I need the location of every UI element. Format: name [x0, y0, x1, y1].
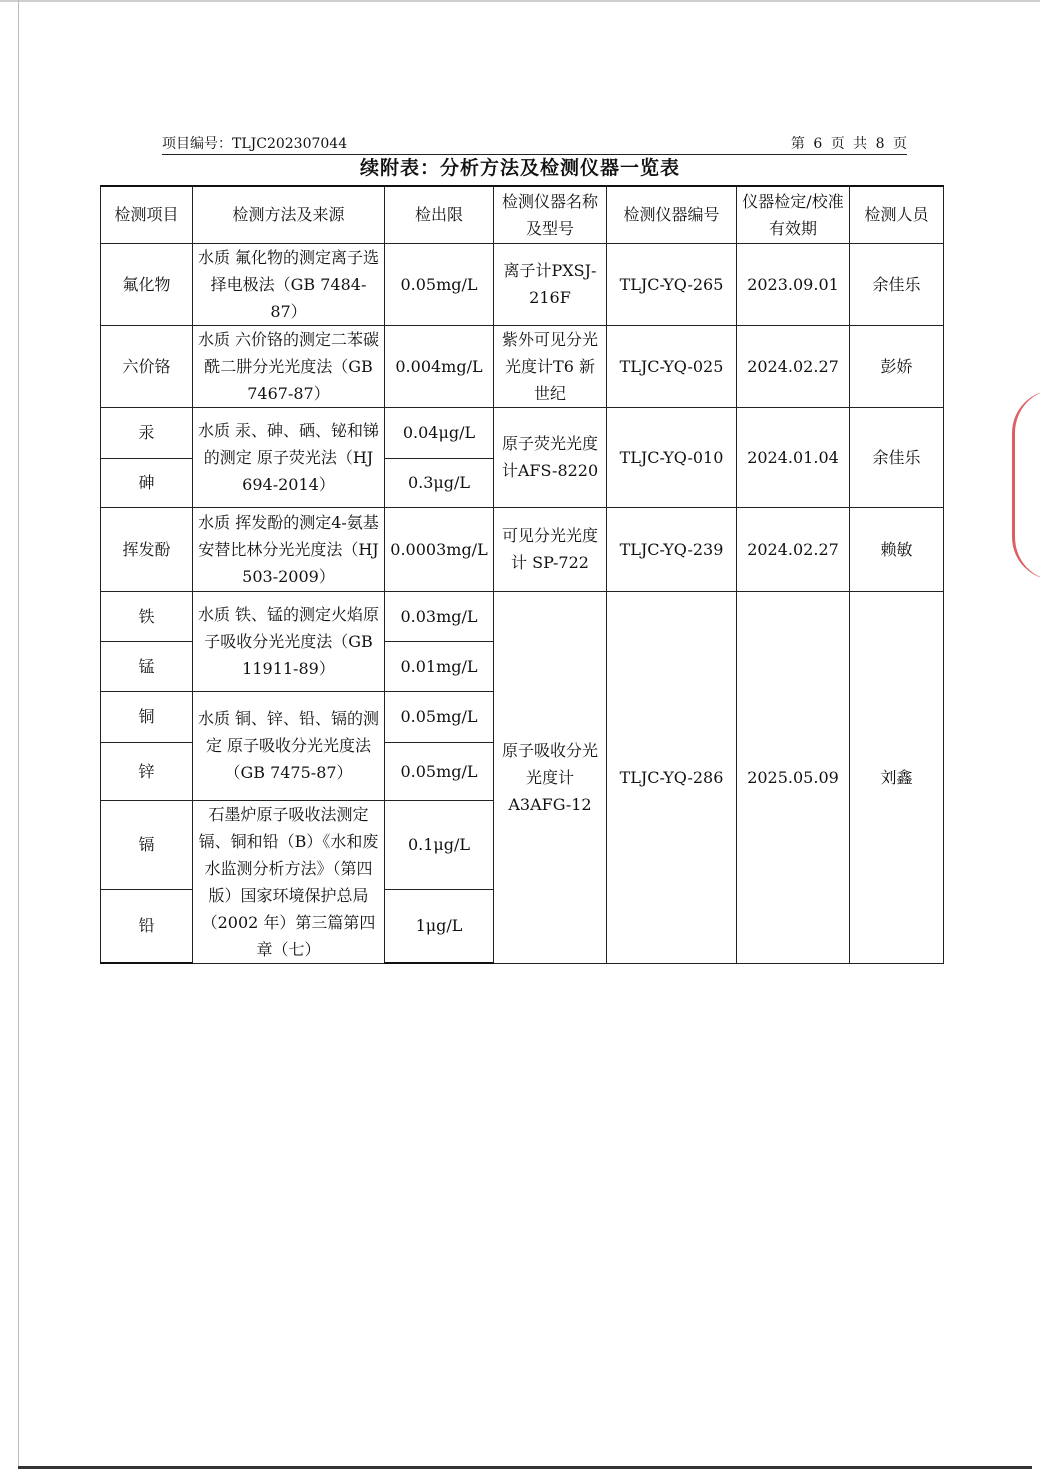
project-number: 项目编号：TLJC202307044 [162, 136, 348, 152]
page-header [162, 130, 907, 155]
instrument-no-cell: TLJC-YQ-010 [607, 407, 737, 507]
item-cell: 铁 [101, 591, 193, 641]
limit-cell: 0.004mg/L [385, 325, 494, 407]
method-cell: 水质 汞、砷、硒、铋和锑的测定 原子荧光法（HJ 694-2014） [193, 407, 385, 507]
limit-cell: 1μg/L [385, 889, 494, 963]
table-row [101, 325, 944, 407]
page-left-edge [18, 0, 19, 1468]
item-cell: 氟化物 [101, 243, 193, 325]
limit-cell: 0.0003mg/L [385, 507, 494, 591]
instrument-cell: 原子吸收分光光度计A3AFG-12 [494, 591, 607, 963]
instrument-cell: 紫外可见分光光度计T6 新世纪 [494, 325, 607, 407]
person-cell: 余佳乐 [850, 407, 944, 507]
valid-cell: 2023.09.01 [737, 243, 850, 325]
table-row [101, 591, 944, 641]
limit-cell: 0.04μg/L [385, 407, 494, 458]
header-instrument-no: 检测仪器编号 [607, 186, 737, 243]
limit-cell: 0.1μg/L [385, 800, 494, 889]
header-valid: 仪器检定/校准有效期 [737, 186, 850, 243]
valid-cell: 2024.02.27 [737, 507, 850, 591]
method-cell: 水质 铜、锌、铅、镉的测定 原子吸收分光光度法（GB 7475-87） [193, 691, 385, 800]
instrument-no-cell: TLJC-YQ-025 [607, 325, 737, 407]
instrument-no-cell: TLJC-YQ-239 [607, 507, 737, 591]
item-cell: 铅 [101, 889, 193, 963]
page-number: 第 6 页 共 8 页 [790, 136, 907, 152]
method-cell: 水质 铁、锰的测定火焰原子吸收分光光度法（GB 11911-89） [193, 591, 385, 691]
page-top-edge [0, 0, 1040, 2]
person-cell: 彭娇 [850, 325, 944, 407]
table-row [101, 407, 944, 458]
method-cell: 石墨炉原子吸收法测定镉、铜和铅（B）《水和废水监测分析方法》（第四版）国家环境保护总局（2002 年）第三篇第四章（七） [193, 800, 385, 963]
instrument-cell: 原子荧光光度计AFS-8220 [494, 407, 607, 507]
valid-cell: 2024.01.04 [737, 407, 850, 507]
person-cell: 刘鑫 [850, 591, 944, 963]
header-limit: 检出限 [385, 186, 494, 243]
method-cell: 水质 氟化物的测定离子选择电极法（GB 7484-87） [193, 243, 385, 325]
table-title: 续附表：分析方法及检测仪器一览表 [359, 157, 680, 179]
header-person: 检测人员 [850, 186, 944, 243]
item-cell: 镉 [101, 800, 193, 889]
header-method: 检测方法及来源 [193, 186, 385, 243]
method-cell: 水质 挥发酚的测定4-氨基安替比林分光光度法（HJ 503-2009） [193, 507, 385, 591]
limit-cell: 0.05mg/L [385, 243, 494, 325]
valid-cell: 2025.05.09 [737, 591, 850, 963]
limit-cell: 0.05mg/L [385, 691, 494, 742]
item-cell: 锌 [101, 742, 193, 800]
header-instrument: 检测仪器名称及型号 [494, 186, 607, 243]
limit-cell: 0.3μg/L [385, 458, 494, 507]
limit-cell: 0.01mg/L [385, 641, 494, 691]
instrument-cell: 可见分光光度计 SP-722 [494, 507, 607, 591]
method-cell: 水质 六价铬的测定二苯碳酰二肼分光光度法（GB 7467-87） [193, 325, 385, 407]
instrument-cell: 离子计PXSJ-216F [494, 243, 607, 325]
table-row [101, 507, 944, 591]
instrument-no-cell: TLJC-YQ-265 [607, 243, 737, 325]
table-header-row [101, 186, 944, 243]
person-cell: 余佳乐 [850, 243, 944, 325]
item-cell: 汞 [101, 407, 193, 458]
person-cell: 赖敏 [850, 507, 944, 591]
limit-cell: 0.05mg/L [385, 742, 494, 800]
instrument-no-cell: TLJC-YQ-286 [607, 591, 737, 963]
limit-cell: 0.03mg/L [385, 591, 494, 641]
item-cell: 挥发酚 [101, 507, 193, 591]
item-cell: 锰 [101, 641, 193, 691]
valid-cell: 2024.02.27 [737, 325, 850, 407]
red-seal-stamp-edge [1012, 390, 1040, 580]
table-row [101, 243, 944, 325]
item-cell: 砷 [101, 458, 193, 507]
item-cell: 六价铬 [101, 325, 193, 407]
header-item: 检测项目 [101, 186, 193, 243]
methods-instruments-table [100, 185, 944, 964]
item-cell: 铜 [101, 691, 193, 742]
page-bottom-edge [18, 1466, 1032, 1469]
